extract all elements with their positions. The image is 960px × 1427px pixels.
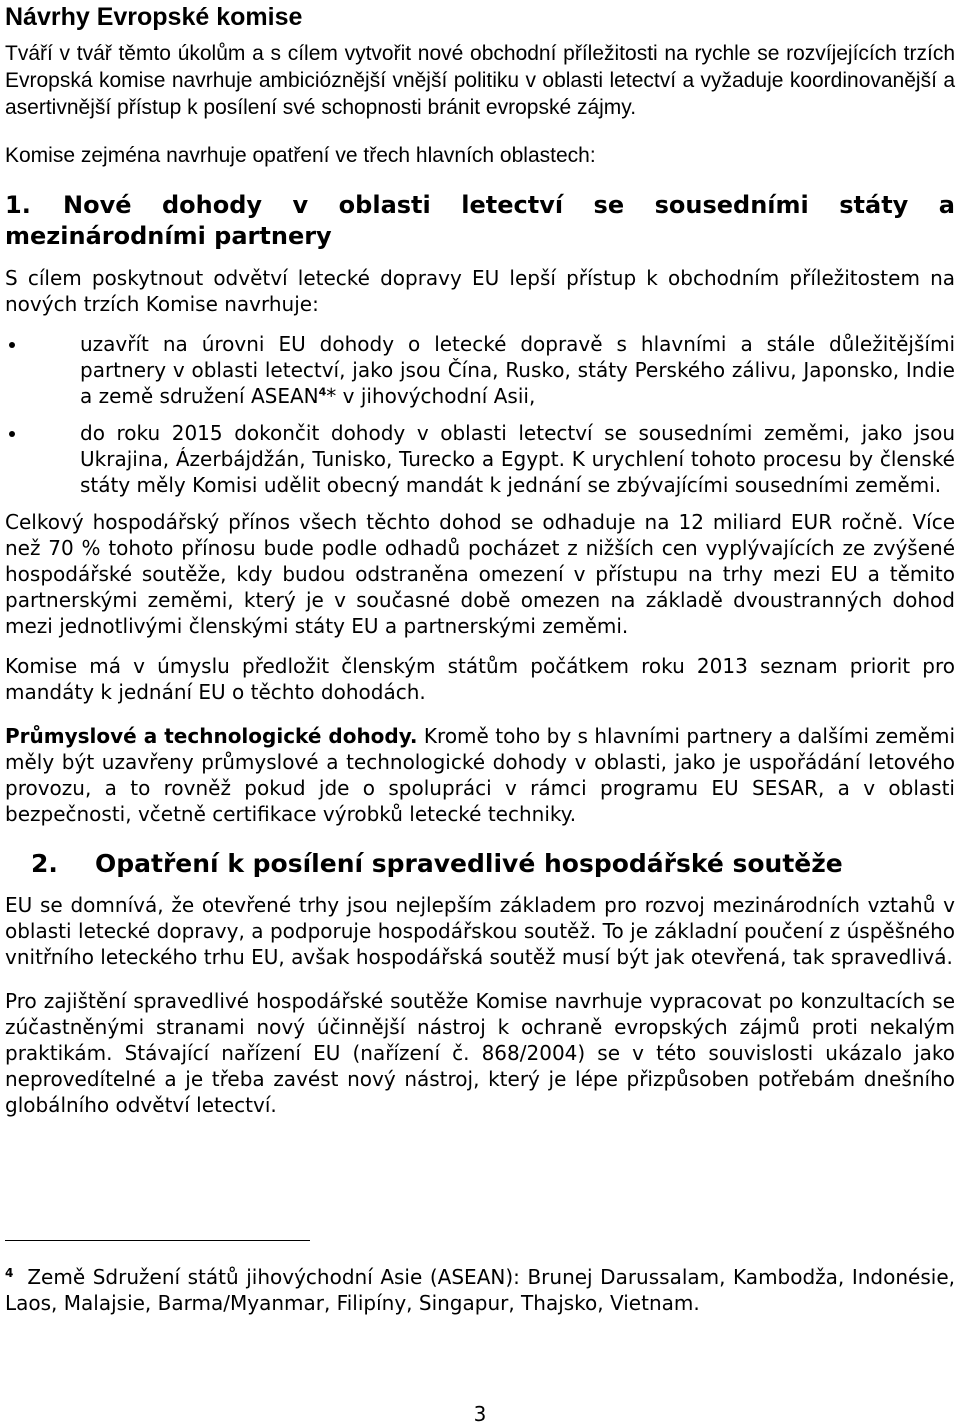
body-paragraph: Celkový hospodářský přínos všech těchto dohod se odhaduje na 12 miliard EUR ročně. Více než 70 % tohoto přínosu bude podle odhadů pocházet z nižších cen vyplývajících ze zvýšené hospodářské soutěže, kdy budou odstraněna omezení v přístupu na trhy mezi EU a těmito partnerskými zeměmi, který je v současné době omezen na základě dvoustranných dohod mezi jednotlivými členskými státy EU a partnerskými zeměmi. [5,510,955,638]
body-paragraph [5,723,955,827]
page-title: Návrhy Evropské komise [5,3,303,31]
section-2-heading [5,848,955,879]
page-number: 3 [473,1402,487,1426]
list-item-text: do roku 2015 dokončit dohody v oblasti letectví se sousedními zeměmi, jako jsou Ukrajina, Ázerbájdžán, Tunisko, Turecko a Egypt. K urychlení tohoto procesu by členské státy měly Komisi udělit obecný mandát k jednání se zbývajícími sousedními zeměmi. [80,421,955,497]
document-page [5,0,955,1118]
section-1-lead: S cílem poskytnout odvětví letecké dopravy EU lepší přístup k obchodním příležitostem na nových trzích Komise navrhuje: [5,266,955,316]
footnote-mark: 4 [5,1266,14,1280]
section-1-number: 1. [5,191,31,219]
footnote-reference[interactable]: 4 [318,385,327,399]
bullet-icon [9,342,15,348]
section-1-title: Nové dohody v oblasti letectví se sousedními státy a mezinárodními partnery [5,191,955,250]
bullet-icon [9,431,15,437]
intro-lead: Komise zejména navrhuje opatření ve třech hlavních oblastech: [5,144,596,167]
footnote-divider [5,1240,310,1241]
body-paragraph: Pro zajištění spravedlivé hospodářské soutěže Komise navrhuje vypracovat po konzultacích se zúčastněnými stranami nový účinnější nástroj k ochraně evropských zájmů proti nekalým praktikám. Stávající nařízení EU (nařízení č. 868/2004) se v této souvislosti ukázalo jako neprovedítelné a je třeba zavést nový nástroj, který je lépe přizpůsoben potřebám dnešního globálního odvětví letectví. [5,989,955,1117]
list-item-text-end: * v jihovýchodní Asii, [326,384,536,408]
list-item [5,331,955,409]
section-2-title: Opatření k posílení spravedlivé hospodářské soutěže [95,849,843,878]
inline-heading: Průmyslové a technologické dohody. [5,724,418,748]
footnote-text: Země Sdružení států jihovýchodní Asie (ASEAN): Brunej Darussalam, Kambodža, Indonésie, Laos, Malajsie, Barma/Myanmar, Filipíny, Singapur, Thajsko, Vietnam. [5,1265,955,1315]
body-paragraph: EU se domnívá, že otevřené trhy jsou nejlepším základem pro rozvoj mezinárodních vztahů v oblasti letecké dopravy, a podporuje hospodářskou soutěž. To je základní poučení z úspěšného vnitřního leteckého trhu EU, avšak hospodářská soutěž musí být jak otevřená, tak spravedlivá. [5,893,955,969]
list-item-text: uzavřít na úrovni EU dohody o letecké dopravě s hlavními a stále důležitějšími partnery v oblasti letectví, jako jsou Čína, Rusko, státy Perského zálivu, Japonsko, Indie a země sdružení ASEAN [80,332,955,408]
intro-paragraph: Tváří v tvář těmto úkolům a s cílem vytvořit nové obchodní příležitosti na rychle se rozvíjejících trzích Evropská komise navrhuje ambicióznější vnější politiku v oblasti letectví a vyžaduje koordinovanější a asertivnější přístup k posílení své schopnosti bránit evropské zájmy. [5,42,955,119]
section-1-heading [5,190,955,252]
proposal-list [5,331,955,498]
list-item [5,420,955,498]
footnote [5,1264,955,1316]
section-2-number: 2. [31,849,58,878]
paragraph-text: Kromě toho by s hlavními partnery a dalšími zeměmi měly být uzavřeny průmyslové a technologické dohody v oblasti, jako je uspořádání letového provozu, a to rovněž pokud jde o spolupráci v rámci programu EU SESAR, a v oblasti bezpečnosti, včetně certifikace výrobků letecké techniky. [5,724,955,826]
body-paragraph: Komise má v úmyslu předložit členským státům počátkem roku 2013 seznam priorit pro mandáty k jednání EU o těchto dohodách. [5,654,955,704]
